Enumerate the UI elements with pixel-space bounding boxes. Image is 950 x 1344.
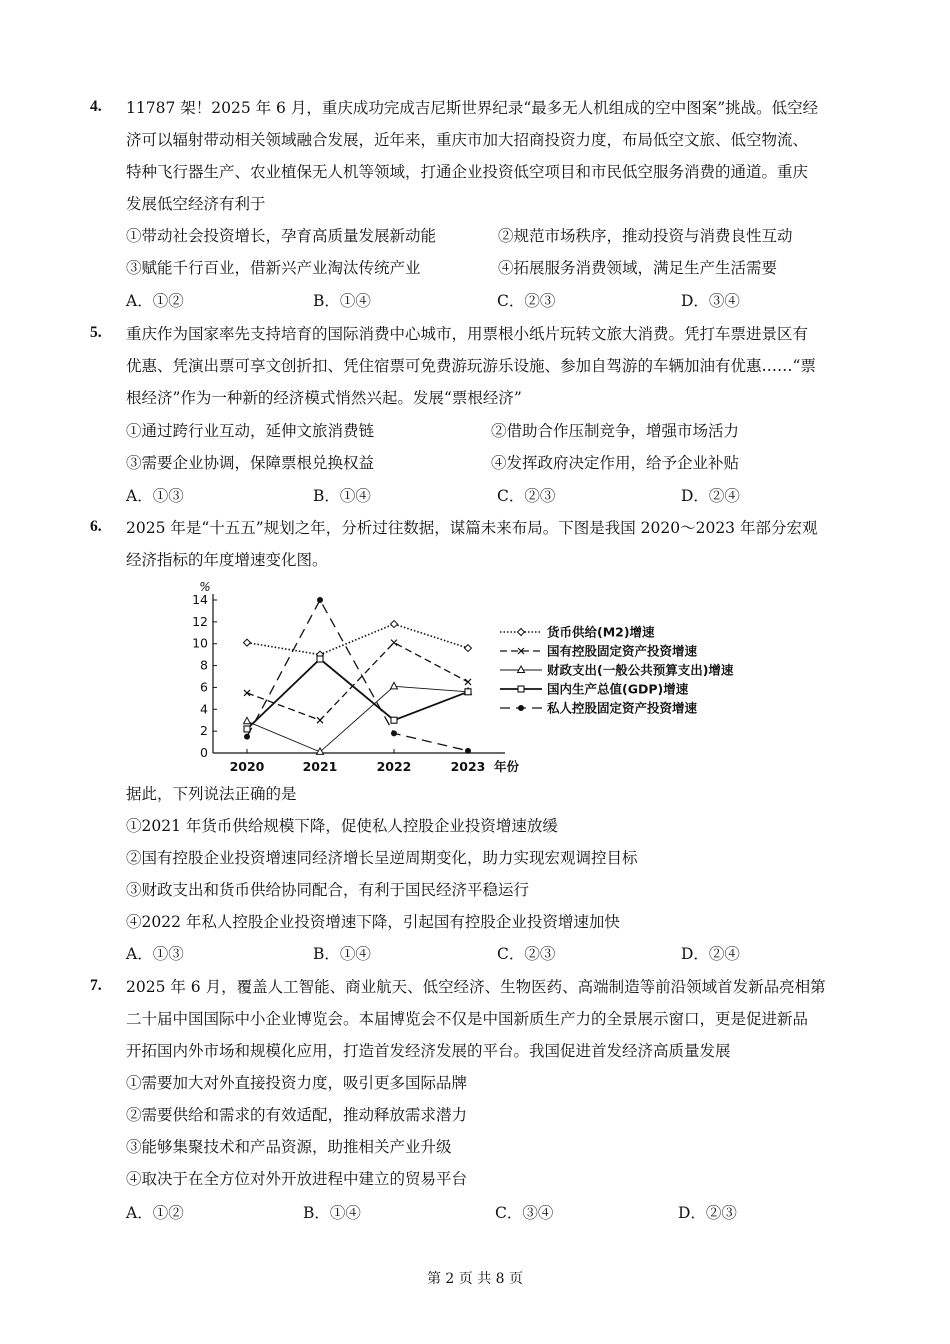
series-3-point <box>244 717 251 724</box>
legend-label-3: 财政支出(一般公共预算支出)增速 <box>547 662 734 678</box>
growth-rate-line-chart <box>180 580 740 775</box>
statement-3: ③财政支出和货币供给协同配合，有利于国民经济平稳运行 <box>126 881 530 899</box>
statement-4: ④取决于在全方位对外开放进程中建立的贸易平台 <box>126 1170 468 1188</box>
legend-label-2: 国有控股固定资产投资增速 <box>547 643 698 659</box>
answer-b[interactable]: B．①④ <box>313 945 371 963</box>
question-prompt: 据此，下列说法正确的是 <box>126 785 297 803</box>
statement-1: ①带动社会投资增长，孕育高质量发展新动能 <box>126 227 437 245</box>
answer-d[interactable]: D．②③ <box>678 1204 737 1222</box>
answer-a[interactable]: A．①② <box>126 1204 184 1222</box>
page-footer: 第 2 页 共 8 页 <box>426 1271 524 1287</box>
x-axis-label: 年份 <box>494 759 520 774</box>
question-stem-line: 开拓国内外市场和规模化应用，打造首发经济发展的平台。我国促进首发经济高质量发展 <box>126 1042 731 1060</box>
question-stem-line: 发展低空经济有利于 <box>126 195 266 213</box>
statement-1: ①通过跨行业互动，延伸文旅消费链 <box>126 422 375 440</box>
x-tick-label: 2023 <box>450 759 486 774</box>
statement-2: ②国有控股企业投资增速同经济增长呈逆周期变化，助力实现宏观调控目标 <box>126 849 638 867</box>
statement-3: ③能够集聚技术和产品资源，助推相关产业升级 <box>126 1138 452 1156</box>
question-stem-line: 2025 年是“十五五”规划之年，分析过往数据，谋篇未来布局。下图是我国 2020～2023 年部分宏观 <box>126 519 818 537</box>
legend-label-5: 私人控股固定资产投资增速 <box>547 700 698 716</box>
y-tick-label: 12 <box>192 613 208 629</box>
answer-a[interactable]: A．①③ <box>126 487 184 505</box>
series-5-point <box>465 748 471 754</box>
statement-4: ④拓展服务消费领域，满足生产生活需要 <box>498 259 778 277</box>
series-5-point <box>317 597 323 603</box>
answer-c[interactable]: C．②③ <box>497 292 556 310</box>
question-stem-line: 根经济”作为一种新的经济模式悄然兴起。发展“票根经济” <box>126 389 522 407</box>
y-tick-label: 6 <box>200 679 208 695</box>
question-stem-line: 优惠、凭演出票可享文创折扣、凭住宿票可免费游玩游乐设施、参加自驾游的车辆加油有优惠……“票 <box>126 357 816 375</box>
series-5-point <box>244 734 250 740</box>
question-stem-line: 济可以辐射带动相关领域融合发展，近年来，重庆市加大招商投资力度，布局低空文旅、低空物流、 <box>126 131 809 149</box>
y-tick-label: 0 <box>200 745 208 760</box>
series-4-point <box>465 689 471 695</box>
answer-d[interactable]: D．③④ <box>681 292 740 310</box>
series-4-point <box>391 717 397 723</box>
y-tick-label: 4 <box>200 701 208 717</box>
answer-a[interactable]: A．①③ <box>126 945 184 963</box>
statement-1: ①2021 年货币供给规模下降，促使私人控股企业投资增速放缓 <box>126 817 558 835</box>
y-tick-label: 8 <box>200 657 208 673</box>
question-stem-line: 二十届中国国际中小企业博览会。本届博览会不仅是中国新质生产力的全景展示窗口，更是促进新品 <box>126 1010 809 1028</box>
question-stem-line: 11787 架！2025 年 6 月，重庆成功完成吉尼斯世界纪录“最多无人机组成的空中图案”挑战。低空经 <box>126 99 819 117</box>
answer-options <box>126 291 866 311</box>
answer-c[interactable]: C．②③ <box>497 487 556 505</box>
legend-label-1: 货币供给(M2)增速 <box>547 624 655 640</box>
answer-c[interactable]: C．②③ <box>497 945 556 963</box>
series-line-1 <box>247 624 468 655</box>
series-3-point <box>391 682 398 689</box>
statement-3: ③需要企业协调，保障票根兑换权益 <box>126 454 375 472</box>
answer-d[interactable]: D．②④ <box>681 487 740 505</box>
statement-2: ②需要供给和需求的有效适配，推动释放需求潜力 <box>126 1106 468 1124</box>
statement-4: ④发挥政府决定作用，给予企业补贴 <box>491 454 740 472</box>
series-2-point <box>317 717 323 723</box>
y-tick-label: 14 <box>192 592 208 607</box>
question-stem-line: 2025 年 6 月，覆盖人工智能、商业航天、低空经济、生物医药、高端制造等前沿领域首发新品亮相第 <box>126 978 826 996</box>
series-line-2 <box>247 643 468 721</box>
statement-2: ②借助合作压制竞争，增强市场活力 <box>491 422 740 440</box>
series-1-point <box>391 621 398 628</box>
question-stem-line: 特种飞行器生产、农业植保无人机等领域，打通企业投资低空项目和市民低空服务消费的通道。重庆 <box>126 163 809 181</box>
statement-1: ①需要加大对外直接投资力度，吸引更多国际品牌 <box>126 1074 468 1092</box>
series-line-5 <box>247 600 468 751</box>
legend-marker-3 <box>518 666 525 673</box>
legend-marker-5 <box>518 705 524 711</box>
question-number: 5. <box>90 324 102 341</box>
series-4-point <box>244 726 250 732</box>
statement-4: ④2022 年私人控股企业投资增速下降，引起国有控股企业投资增速加快 <box>126 913 620 931</box>
y-axis-label: % <box>199 580 211 594</box>
question-number: 6. <box>90 518 102 535</box>
question-number: 4. <box>90 98 102 115</box>
statement-2: ②规范市场秩序，推动投资与消费良性互动 <box>498 227 793 245</box>
answer-options <box>126 486 866 506</box>
series-4-point <box>317 656 323 662</box>
question-number: 7. <box>90 977 102 994</box>
answer-c[interactable]: C．③④ <box>495 1204 554 1222</box>
x-tick-label: 2022 <box>376 759 412 774</box>
series-2-point <box>244 690 250 696</box>
series-2-point <box>465 679 471 685</box>
series-1-point <box>244 639 251 646</box>
answer-b[interactable]: B．①④ <box>313 487 371 505</box>
x-tick-label: 2020 <box>229 759 265 774</box>
answer-options <box>126 944 866 964</box>
statement-3: ③赋能千行百业，借新兴产业淘汰传统产业 <box>126 259 421 277</box>
series-1-point <box>465 645 472 652</box>
answer-a[interactable]: A．①② <box>126 292 184 310</box>
question-stem-line: 经济指标的年度增速变化图。 <box>126 551 328 569</box>
series-2-point <box>391 640 397 646</box>
answer-b[interactable]: B．①④ <box>303 1204 361 1222</box>
answer-d[interactable]: D．②④ <box>681 945 740 963</box>
answer-b[interactable]: B．①④ <box>313 292 371 310</box>
y-tick-label: 10 <box>192 635 208 651</box>
answer-options <box>126 1203 866 1223</box>
legend-marker-1 <box>518 629 525 636</box>
question-stem-line: 重庆作为国家率先支持培育的国际消费中心城市，用票根小纸片玩转文旅大消费。凭打车票进景区有 <box>126 325 809 343</box>
y-tick-label: 2 <box>200 723 208 739</box>
x-tick-label: 2021 <box>302 759 338 774</box>
legend-marker-4 <box>518 686 524 692</box>
series-5-point <box>391 730 397 736</box>
legend-label-4: 国内生产总值(GDP)增速 <box>547 681 689 697</box>
